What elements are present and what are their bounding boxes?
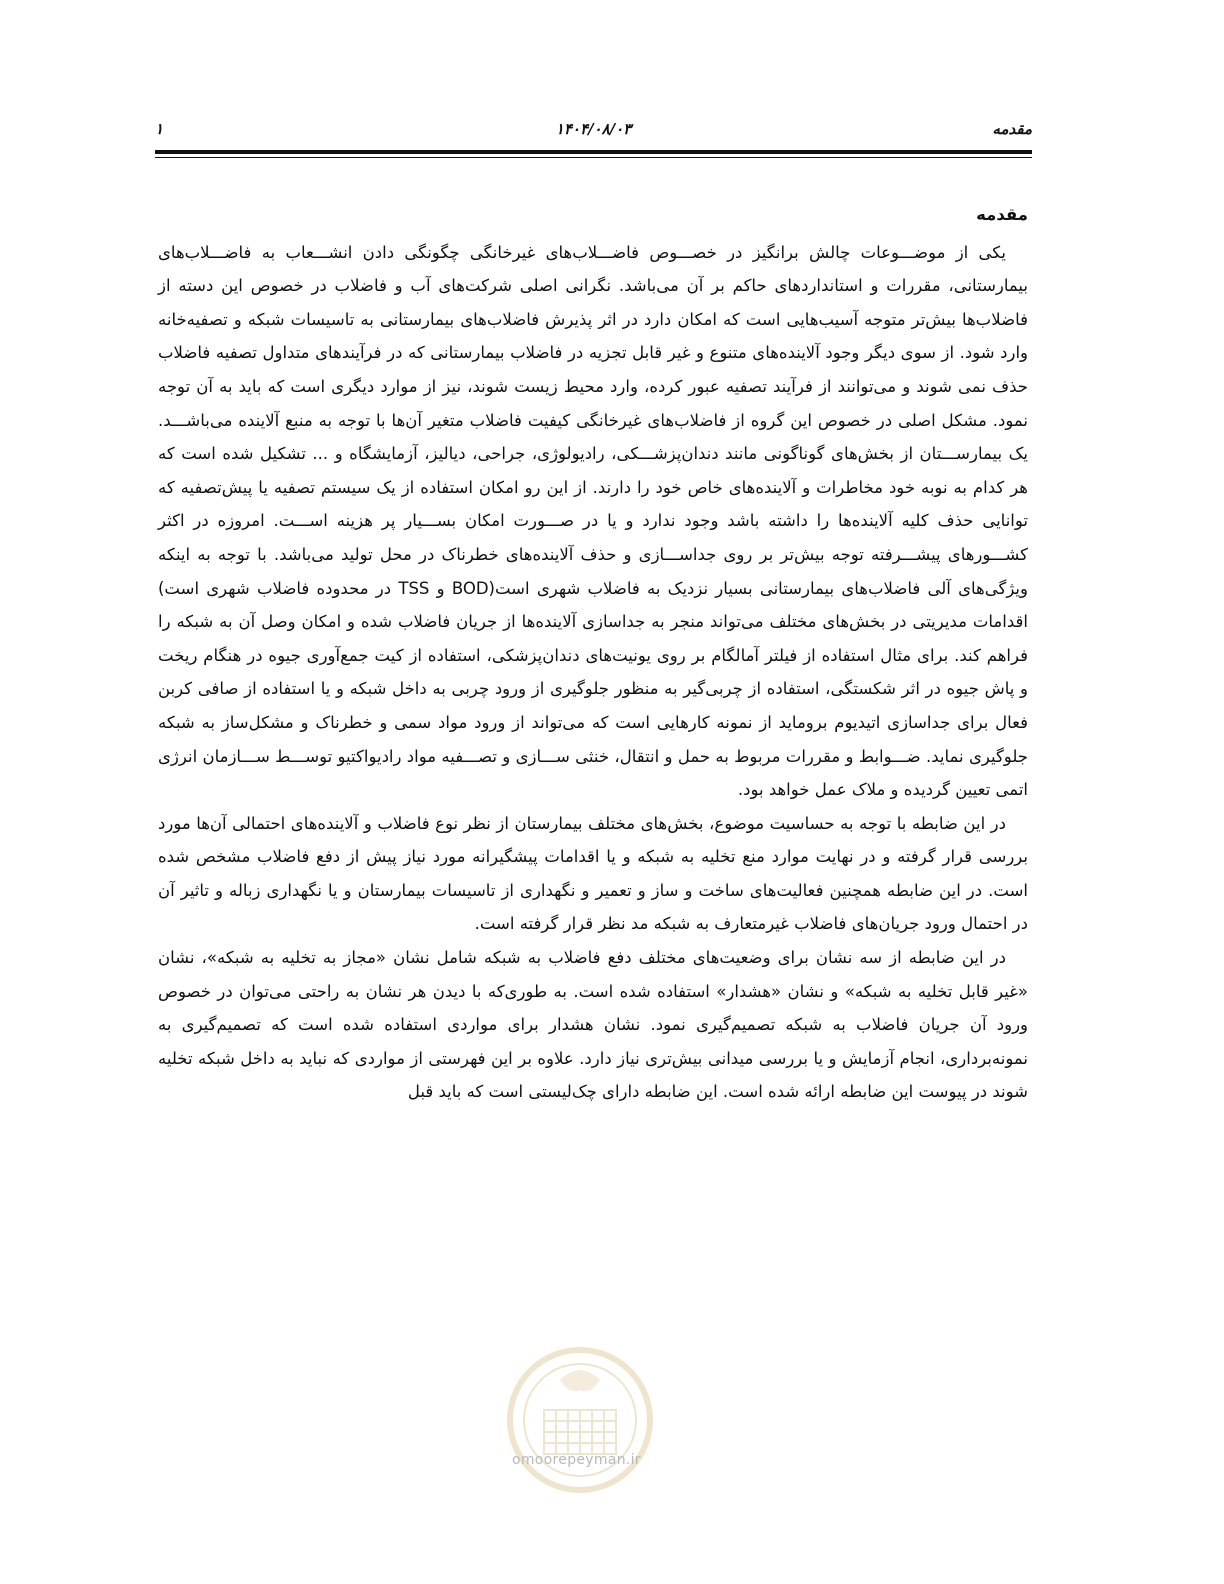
- paragraph-3: در این ضابطه از سه نشان برای وضعیت‌های مختلف دفع فاضلاب به شبکه شامل نشان «مجاز به تخلیه به شبکه»، نشان «غیر قابل تخلیه به شبکه» و نشان «هشدار» استفاده شده است. به طوری‌که با دیدن هر نشان به راحتی می‌توان در خصوص ورود آن جریان فاضلاب به شبکه تصمیم‌گیری نمود. نشان هشدار برای مواردی استفاده شده است که تصمیم‌گیری به نمونه‌برداری، انجام آزمایش و یا بررسی میدانی بیش‌تری نیاز دارد. علاوه بر این فهرستی از مواردی که نباید به داخل شبکه تخلیه شوند در پیوست این ضابطه ارائه شده است. این ضابطه دارای چک‌لیستی است که باید قبل: [158, 948, 1028, 1102]
- header-section-title: مقدمه: [992, 120, 1032, 138]
- page-header: [155, 120, 1032, 146]
- document-body: [158, 198, 1028, 1109]
- watermark-site-text: omoorepeyman.ir: [512, 1452, 641, 1468]
- header-page-number: ۱: [155, 120, 164, 138]
- header-date: ۱۴۰۴/۰۸/۰۳: [555, 120, 632, 138]
- header-rule-thick: [155, 150, 1032, 154]
- header-rule-thin: [155, 157, 1032, 158]
- section-heading: مقدمه: [976, 205, 1028, 224]
- watermark-logo-icon: [500, 1340, 660, 1500]
- paragraph-1: یکی از موضـــوعات چالش برانگیز در خصـــوص فاضـــلاب‌های غیرخانگی چگونگی دادن انشـــعاب به فاضـــلاب‌های بیمارستانی، مقررات و استانداردهای حاکم بر آن می‌باشد. نگرانی اصلی شرکت‌های آب و فاضلاب در خصوص این دسته از فاضلاب‌ها بیش‌تر متوجه آسیب‌هایی است که امکان دارد در اثر پذیرش فاضلاب‌های بیمارستانی به تاسیسات شبکه و تصفیه‌خانه وارد شود. از سوی دیگر وجود آلاینده‌های متنوع و غیر قابل تجزیه در فاضلاب بیمارستانی که در فرآیندهای متداول تصفیه فاضلاب حذف نمی شوند و می‌توانند از فرآیند تصفیه عبور کرده، وارد محیط زیست شوند، نیز از موارد دیگری است که باید به آن توجه نمود. مشکل اصلی در خصوص این گروه از فاضلاب‌های غیرخانگی کیفیت فاضلاب متغیر آن‌ها با توجه به منبع آلاینده می‌باشـــد. یک بیمارســـتان از بخش‌های گوناگونی مانند دندان‌پزشـــکی، رادیولوژی، جراحی، دیالیز، آزمایشگاه و ... تشکیل شده است که هر کدام به نوبه خود مخاطرات و آلاینده‌های خاص خود را دارند. از این رو امکان استفاده از یک سیستم تصفیه یا پیش‌تصفیه که توانایی حذف کلیه آلاینده‌ها را داشته باشد وجود ندارد و یا در صـــورت امکان بســـیار پر هزینه اســـت. امروزه در اکثر کشـــورهای پیشـــرفته توجه بیش‌تر بر روی جداســـازی و حذف آلاینده‌های خطرناک در محل تولید می‌باشد. با توجه به اینکه ویژگی‌های آلی فاضلاب‌های بیمارستانی بسیار نزدیک به فاضلاب شهری است(BOD و TSS در محدوده فاضلاب شهری است) اقدامات مدیریتی در بخش‌های مختلف می‌تواند منجر به جداسازی آلاینده‌ها از جریان فاضلاب شده و امکان وصل آن به شبکه را فراهم کند. برای مثال استفاده از فیلتر آمالگام بر روی یونیت‌های دندان‌پزشکی، استفاده از کیت جمع‌آوری جیوه در هنگام ریخت و پاش جیوه در اثر شکستگی، استفاده از چربی‌گیر به منظور جلوگیری از ورود چربی به داخل شبکه و یا استفاده از صافی کربن فعال برای جداسازی اتیدیوم بروماید از نمونه کارهایی است که می‌تواند از ورود مواد سمی و خطرناک و مشکل‌ساز به شبکه جلوگیری نماید. ضـــوابط و مقررات مربوط به حمل و انتقال، خنثی ســـازی و تصـــفیه مواد رادیواکتیو توســـط ســـازمان انرژی اتمی تعیین گردیده و ملاک عمل خواهد بود.: [158, 242, 1028, 800]
- paragraph-2: در این ضابطه با توجه به حساسیت موضوع، بخش‌های مختلف بیمارستان از نظر نوع فاضلاب و آلاینده‌های احتمالی آن‌ها مورد بررسی قرار گرفته و در نهایت موارد منع تخلیه به شبکه و یا اقدامات پیشگیرانه مورد نیاز پیش از دفع فاضلاب مشخص شده است. در این ضابطه همچنین فعالیت‌های ساخت و ساز و تعمیر و نگهداری از تاسیسات بیمارستان و یا نگهداری زباله و تاثیر آن در احتمال ورود جریان‌های فاضلاب غیرمتعارف به شبکه مد نظر قرار گرفته است.: [158, 813, 1028, 934]
